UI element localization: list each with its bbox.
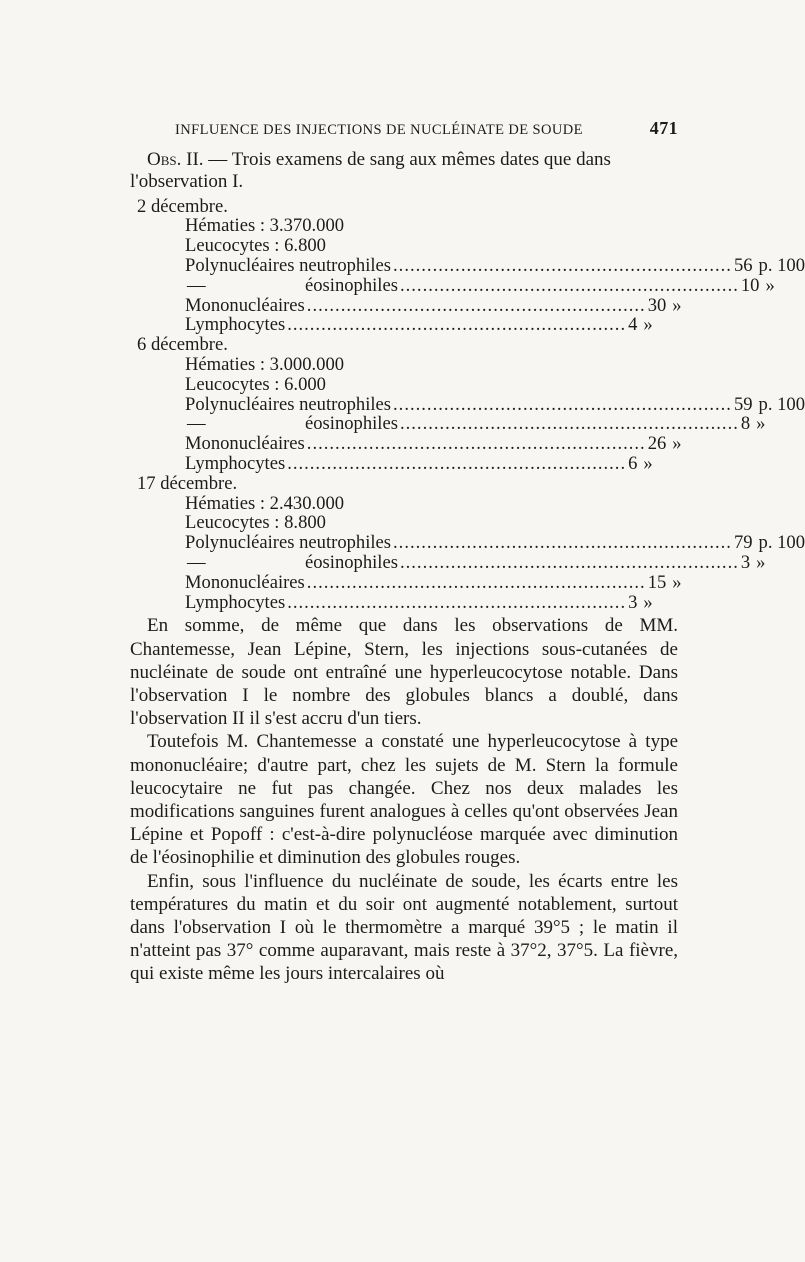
book-page — [130, 118, 805, 986]
cell-unit: » — [643, 314, 653, 336]
exam-block — [130, 472, 805, 613]
cell-unit: » — [756, 413, 766, 435]
exam-date: 17 décembre. — [137, 472, 238, 494]
hematies-count: Hématies : 3.370.000 — [185, 215, 345, 237]
cell-value: 56 — [733, 254, 753, 276]
cell-value: 3 — [628, 591, 638, 613]
cell-value: 4 — [628, 314, 638, 336]
exam-date: 2 décembre. — [137, 195, 228, 217]
observation-intro — [130, 149, 678, 194]
cell-value: 8 — [740, 413, 751, 435]
leucocytes-count: Leucocytes : 6.000 — [185, 373, 326, 395]
dot-leader: ............................................................ — [393, 254, 732, 276]
cell-unit: » — [765, 274, 775, 296]
exam-date: 6 décembre. — [137, 334, 228, 356]
cell-label-group — [185, 553, 398, 573]
page-number: 471 — [649, 118, 678, 138]
cell-label: Polynucléaires neutrophiles — [185, 532, 392, 554]
cell-unit: » — [672, 571, 682, 593]
cell-label: Mononucléaires — [185, 571, 305, 593]
cell-unit: » — [672, 433, 682, 455]
paragraph: En somme, de même que dans les observations de MM. Chantemesse, Jean Lépine, Stern, les injections sous-cutanées de nucléinate de soude ont entraîné une hyperleucocytose notable. Dans l'observation I le nombre des globules blancs a doublé, dans l'observation II il s'est accru d'un tiers. — [130, 615, 678, 730]
dot-leader: ............................................................ — [287, 314, 627, 336]
dot-leader: ............................................................ — [399, 551, 739, 573]
leucocytes-count: Leucocytes : 6.800 — [185, 235, 326, 257]
formula-row — [185, 551, 766, 573]
cell-unit: » — [756, 551, 766, 573]
cell-unit: » — [643, 452, 653, 474]
ditto-dash: — — [187, 274, 206, 296]
cell-value: 30 — [647, 294, 667, 316]
formula-row — [185, 274, 775, 296]
cell-label: éosinophiles — [305, 413, 398, 435]
cell-label: éosinophiles — [305, 551, 398, 573]
cell-unit: p. 100 — [758, 532, 805, 554]
cell-label: Mononucléaires — [185, 294, 305, 316]
formula-row — [185, 591, 653, 613]
paragraph: Toutefois M. Chantemesse a constaté une hyperleucocytose à type mononucléaire; d'autre part, chez les sujets de M. Stern la formule leucocytaire ne fut pas changée. Chez nos deux malades les modifications sanguines furent analogues à celles qu'ont observées Jean Lépine et Popoff : c'est-à-dire polynucléose marquée avec diminution de l'éosinophilie et diminution des globules rouges. — [130, 731, 678, 869]
formula-row — [185, 452, 653, 474]
running-header — [175, 118, 678, 139]
hematies-count: Hématies : 3.000.000 — [185, 353, 345, 375]
cell-label-group — [185, 414, 398, 434]
formula-row — [185, 254, 805, 276]
cell-unit: » — [672, 294, 682, 316]
leucocytes-count: Leucocytes : 8.800 — [185, 512, 326, 534]
dot-leader: ............................................................ — [399, 274, 739, 296]
dot-leader: ............................................................ — [287, 452, 627, 474]
formula-row — [185, 571, 682, 593]
formula-row — [185, 413, 766, 435]
cell-unit: p. 100 — [758, 393, 805, 415]
cell-value: 79 — [733, 532, 753, 554]
dot-leader: ............................................................ — [393, 393, 732, 415]
dot-leader: ............................................................ — [306, 433, 646, 455]
formula-row — [185, 393, 805, 415]
dot-leader: ............................................................ — [399, 413, 739, 435]
cell-label: Mononucléaires — [185, 433, 305, 455]
ditto-dash: — — [187, 551, 206, 573]
paragraph: Enfin, sous l'influence du nucléinate de soude, les écarts entre les températures du matin et du soir ont augmenté notablement, surtout dans l'observation I où le thermomètre a marqué 39°5 ; le matin il n'atteint pas 37° comme auparavant, mais reste à 37°2, 37°5. La fièvre, qui existe même les jours intercalaires où — [130, 870, 678, 985]
blood-exams — [130, 195, 805, 613]
observation-intro-text: — Trois examens de sang aux mêmes dates que dans l'observation I. — [130, 149, 611, 193]
body-text — [130, 614, 678, 985]
ditto-dash: — — [187, 413, 206, 435]
formula-row — [185, 532, 805, 554]
cell-label-group — [185, 276, 398, 296]
cell-label: Polynucléaires neutrophiles — [185, 393, 392, 415]
formula-row — [185, 294, 682, 316]
dot-leader: ............................................................ — [393, 532, 732, 554]
formula-row — [185, 433, 682, 455]
exam-block — [130, 334, 805, 474]
exam-block — [130, 195, 805, 336]
cell-value: 3 — [740, 551, 751, 573]
cell-value: 15 — [647, 571, 667, 593]
cell-label: éosinophiles — [305, 274, 398, 296]
formula-row — [185, 314, 653, 336]
dot-leader: ............................................................ — [306, 294, 646, 316]
cell-label: Lymphocytes — [185, 452, 286, 474]
cell-label: Lymphocytes — [185, 591, 286, 613]
cell-unit: » — [643, 591, 653, 613]
cell-value: 6 — [628, 452, 638, 474]
cell-value: 26 — [647, 433, 667, 455]
cell-value: 10 — [740, 274, 760, 296]
cell-unit: p. 100 — [758, 254, 805, 276]
running-title: INFLUENCE DES INJECTIONS DE NUCLÉINATE DE SOUDE — [175, 122, 583, 138]
cell-label: Polynucléaires neutrophiles — [185, 254, 392, 276]
cell-label: Lymphocytes — [185, 314, 286, 336]
dot-leader: ............................................................ — [306, 571, 646, 593]
observation-label: Obs. II. — [147, 149, 204, 170]
cell-value: 59 — [733, 393, 753, 415]
hematies-count: Hématies : 2.430.000 — [185, 492, 345, 514]
dot-leader: ............................................................ — [287, 591, 627, 613]
